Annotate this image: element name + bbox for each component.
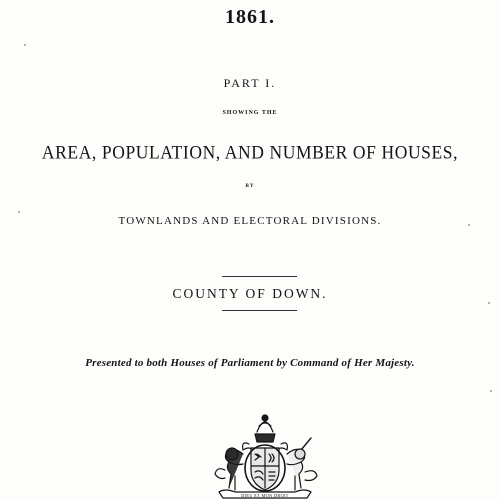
census-year: 1861. <box>225 6 275 28</box>
svg-text:DIEU ET MON DROIT: DIEU ET MON DROIT <box>241 493 289 498</box>
showing-the-label: SHOWING THE <box>222 110 278 116</box>
county-rule-top <box>222 276 297 277</box>
presented-statement: Presented to both Houses of Parliament by Command of Her Majesty. <box>85 357 415 369</box>
part-heading: PART I. <box>223 76 277 90</box>
scan-speck <box>24 44 26 46</box>
main-title: AREA, POPULATION, AND NUMBER OF HOUSES, <box>41 141 459 163</box>
scan-speck <box>488 302 490 304</box>
subtitle: TOWNLANDS AND ELECTORAL DIVISIONS. <box>118 215 382 227</box>
county-rule-bottom <box>222 310 297 311</box>
by-label: BY <box>245 184 255 189</box>
scan-speck <box>490 390 492 392</box>
royal-coat-of-arms-icon <box>205 410 325 500</box>
scan-speck <box>468 224 470 226</box>
scan-speck <box>18 211 20 213</box>
county-name: COUNTY OF DOWN. <box>172 286 328 301</box>
